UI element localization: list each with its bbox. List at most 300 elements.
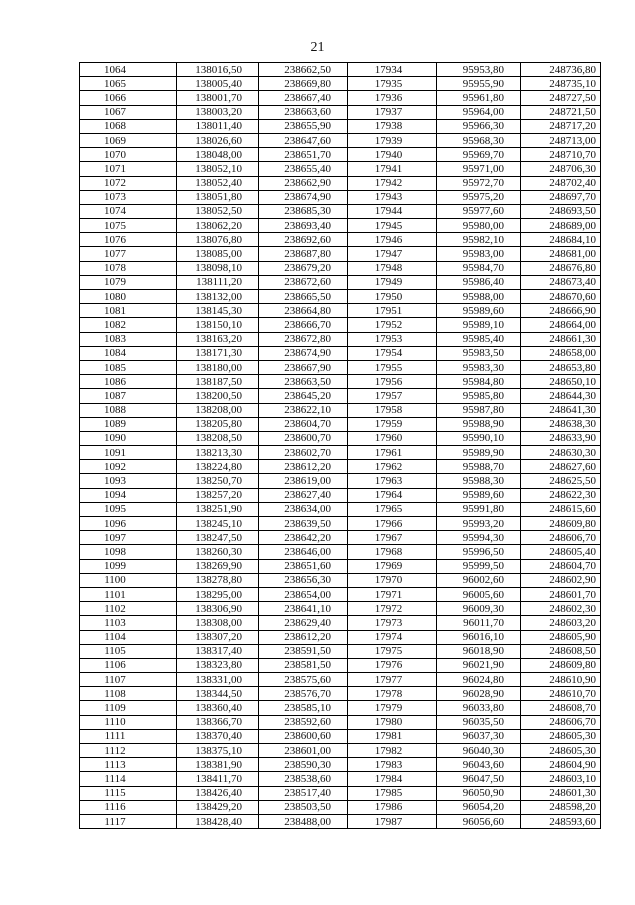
point-number-cell: 17938 xyxy=(348,119,437,133)
point-number-cell: 17943 xyxy=(348,190,437,204)
y-coordinate-cell: 248608,70 xyxy=(521,701,601,715)
x-coordinate-cell: 138257,20 xyxy=(177,488,259,502)
point-number-cell: 1112 xyxy=(80,744,177,758)
y-coordinate-cell: 248602,90 xyxy=(521,573,601,587)
point-number-cell: 1109 xyxy=(80,701,177,715)
y-coordinate-cell: 248693,50 xyxy=(521,204,601,218)
point-number-cell: 1072 xyxy=(80,176,177,190)
x-coordinate-cell: 95988,00 xyxy=(437,290,521,304)
x-coordinate-cell: 96043,60 xyxy=(437,758,521,772)
point-number-cell: 1094 xyxy=(80,488,177,502)
table-row xyxy=(80,488,601,502)
x-coordinate-cell: 138205,80 xyxy=(177,417,259,431)
point-number-cell: 17956 xyxy=(348,375,437,389)
table-row xyxy=(80,204,601,218)
x-coordinate-cell: 138052,40 xyxy=(177,176,259,190)
table-row xyxy=(80,233,601,247)
point-number-cell: 1116 xyxy=(80,800,177,814)
y-coordinate-cell: 248666,90 xyxy=(521,304,601,318)
y-coordinate-cell: 238679,20 xyxy=(259,261,348,275)
table-row xyxy=(80,460,601,474)
x-coordinate-cell: 95953,80 xyxy=(437,63,521,77)
y-coordinate-cell: 238612,20 xyxy=(259,460,348,474)
table-row xyxy=(80,800,601,814)
x-coordinate-cell: 96024,80 xyxy=(437,673,521,687)
y-coordinate-cell: 248721,50 xyxy=(521,105,601,119)
x-coordinate-cell: 138171,30 xyxy=(177,346,259,360)
point-number-cell: 1097 xyxy=(80,531,177,545)
point-number-cell: 17972 xyxy=(348,602,437,616)
y-coordinate-cell: 248593,60 xyxy=(521,814,601,828)
point-number-cell: 1071 xyxy=(80,162,177,176)
y-coordinate-cell: 238651,60 xyxy=(259,559,348,573)
table-row xyxy=(80,587,601,601)
x-coordinate-cell: 96040,30 xyxy=(437,744,521,758)
coordinates-table-body xyxy=(80,63,601,829)
point-number-cell: 17954 xyxy=(348,346,437,360)
table-row xyxy=(80,446,601,460)
x-coordinate-cell: 95985,40 xyxy=(437,332,521,346)
table-row xyxy=(80,531,601,545)
y-coordinate-cell: 248681,00 xyxy=(521,247,601,261)
table-row xyxy=(80,630,601,644)
point-number-cell: 17979 xyxy=(348,701,437,715)
x-coordinate-cell: 95984,80 xyxy=(437,375,521,389)
x-coordinate-cell: 95989,60 xyxy=(437,304,521,318)
table-row xyxy=(80,318,601,332)
coordinates-table xyxy=(79,62,601,829)
point-number-cell: 17966 xyxy=(348,517,437,531)
point-number-cell: 1088 xyxy=(80,403,177,417)
y-coordinate-cell: 238629,40 xyxy=(259,616,348,630)
y-coordinate-cell: 248602,30 xyxy=(521,602,601,616)
table-row xyxy=(80,517,601,531)
table-row xyxy=(80,77,601,91)
x-coordinate-cell: 95977,60 xyxy=(437,204,521,218)
point-number-cell: 1113 xyxy=(80,758,177,772)
y-coordinate-cell: 248664,00 xyxy=(521,318,601,332)
point-number-cell: 1090 xyxy=(80,431,177,445)
y-coordinate-cell: 248735,10 xyxy=(521,77,601,91)
y-coordinate-cell: 248610,70 xyxy=(521,687,601,701)
point-number-cell: 1105 xyxy=(80,644,177,658)
y-coordinate-cell: 238663,60 xyxy=(259,105,348,119)
x-coordinate-cell: 96005,60 xyxy=(437,587,521,601)
point-number-cell: 1089 xyxy=(80,417,177,431)
table-row xyxy=(80,687,601,701)
point-number-cell: 1066 xyxy=(80,91,177,105)
y-coordinate-cell: 248603,10 xyxy=(521,772,601,786)
x-coordinate-cell: 138317,40 xyxy=(177,644,259,658)
x-coordinate-cell: 95994,30 xyxy=(437,531,521,545)
point-number-cell: 17973 xyxy=(348,616,437,630)
table-row xyxy=(80,162,601,176)
point-number-cell: 17976 xyxy=(348,658,437,672)
point-number-cell: 1074 xyxy=(80,204,177,218)
point-number-cell: 1067 xyxy=(80,105,177,119)
point-number-cell: 17963 xyxy=(348,474,437,488)
point-number-cell: 17964 xyxy=(348,488,437,502)
x-coordinate-cell: 138187,50 xyxy=(177,375,259,389)
table-row xyxy=(80,772,601,786)
table-row xyxy=(80,729,601,743)
y-coordinate-cell: 248644,30 xyxy=(521,389,601,403)
x-coordinate-cell: 138051,80 xyxy=(177,190,259,204)
point-number-cell: 17949 xyxy=(348,275,437,289)
table-row xyxy=(80,644,601,658)
x-coordinate-cell: 95955,90 xyxy=(437,77,521,91)
x-coordinate-cell: 138052,50 xyxy=(177,204,259,218)
x-coordinate-cell: 138213,30 xyxy=(177,446,259,460)
x-coordinate-cell: 96021,90 xyxy=(437,658,521,672)
x-coordinate-cell: 95961,80 xyxy=(437,91,521,105)
y-coordinate-cell: 248604,70 xyxy=(521,559,601,573)
point-number-cell: 1083 xyxy=(80,332,177,346)
point-number-cell: 1098 xyxy=(80,545,177,559)
y-coordinate-cell: 238517,40 xyxy=(259,786,348,800)
table-row xyxy=(80,545,601,559)
table-row xyxy=(80,148,601,162)
table-row xyxy=(80,431,601,445)
table-row xyxy=(80,219,601,233)
y-coordinate-cell: 238662,50 xyxy=(259,63,348,77)
point-number-cell: 1110 xyxy=(80,715,177,729)
y-coordinate-cell: 238604,70 xyxy=(259,417,348,431)
x-coordinate-cell: 95971,00 xyxy=(437,162,521,176)
y-coordinate-cell: 248608,50 xyxy=(521,644,601,658)
x-coordinate-cell: 138098,10 xyxy=(177,261,259,275)
point-number-cell: 1102 xyxy=(80,602,177,616)
x-coordinate-cell: 138111,20 xyxy=(177,275,259,289)
table-row xyxy=(80,701,601,715)
x-coordinate-cell: 138011,40 xyxy=(177,119,259,133)
x-coordinate-cell: 96047,50 xyxy=(437,772,521,786)
page-number: 21 xyxy=(310,40,325,55)
x-coordinate-cell: 95964,00 xyxy=(437,105,521,119)
x-coordinate-cell: 138428,40 xyxy=(177,814,259,828)
table-row xyxy=(80,573,601,587)
point-number-cell: 17962 xyxy=(348,460,437,474)
point-number-cell: 1073 xyxy=(80,190,177,204)
table-row xyxy=(80,715,601,729)
table-row xyxy=(80,275,601,289)
point-number-cell: 1070 xyxy=(80,148,177,162)
y-coordinate-cell: 248610,90 xyxy=(521,673,601,687)
x-coordinate-cell: 138052,10 xyxy=(177,162,259,176)
point-number-cell: 1064 xyxy=(80,63,177,77)
y-coordinate-cell: 238665,50 xyxy=(259,290,348,304)
x-coordinate-cell: 138208,50 xyxy=(177,431,259,445)
point-number-cell: 17959 xyxy=(348,417,437,431)
table-row xyxy=(80,417,601,431)
x-coordinate-cell: 95993,20 xyxy=(437,517,521,531)
table-row xyxy=(80,758,601,772)
x-coordinate-cell: 138163,20 xyxy=(177,332,259,346)
table-row xyxy=(80,63,601,77)
x-coordinate-cell: 95999,50 xyxy=(437,559,521,573)
point-number-cell: 1093 xyxy=(80,474,177,488)
point-number-cell: 17957 xyxy=(348,389,437,403)
y-coordinate-cell: 248702,40 xyxy=(521,176,601,190)
point-number-cell: 17941 xyxy=(348,162,437,176)
y-coordinate-cell: 238674,90 xyxy=(259,190,348,204)
x-coordinate-cell: 95982,10 xyxy=(437,233,521,247)
point-number-cell: 17984 xyxy=(348,772,437,786)
y-coordinate-cell: 248710,70 xyxy=(521,148,601,162)
x-coordinate-cell: 96050,90 xyxy=(437,786,521,800)
x-coordinate-cell: 138360,40 xyxy=(177,701,259,715)
point-number-cell: 1087 xyxy=(80,389,177,403)
y-coordinate-cell: 238666,70 xyxy=(259,318,348,332)
x-coordinate-cell: 138250,70 xyxy=(177,474,259,488)
x-coordinate-cell: 138150,10 xyxy=(177,318,259,332)
x-coordinate-cell: 95988,30 xyxy=(437,474,521,488)
x-coordinate-cell: 95988,70 xyxy=(437,460,521,474)
point-number-cell: 17955 xyxy=(348,360,437,374)
table-row xyxy=(80,346,601,360)
x-coordinate-cell: 138308,00 xyxy=(177,616,259,630)
x-coordinate-cell: 138429,20 xyxy=(177,800,259,814)
point-number-cell: 17983 xyxy=(348,758,437,772)
x-coordinate-cell: 138247,50 xyxy=(177,531,259,545)
point-number-cell: 17936 xyxy=(348,91,437,105)
y-coordinate-cell: 238600,70 xyxy=(259,431,348,445)
y-coordinate-cell: 248727,50 xyxy=(521,91,601,105)
y-coordinate-cell: 238641,10 xyxy=(259,602,348,616)
x-coordinate-cell: 96009,30 xyxy=(437,602,521,616)
point-number-cell: 1111 xyxy=(80,729,177,743)
x-coordinate-cell: 138062,20 xyxy=(177,219,259,233)
y-coordinate-cell: 248630,30 xyxy=(521,446,601,460)
y-coordinate-cell: 248697,70 xyxy=(521,190,601,204)
table-row xyxy=(80,133,601,147)
table-row xyxy=(80,261,601,275)
point-number-cell: 17967 xyxy=(348,531,437,545)
x-coordinate-cell: 95989,60 xyxy=(437,488,521,502)
x-coordinate-cell: 138200,50 xyxy=(177,389,259,403)
y-coordinate-cell: 248605,90 xyxy=(521,630,601,644)
point-number-cell: 17945 xyxy=(348,219,437,233)
y-coordinate-cell: 238672,80 xyxy=(259,332,348,346)
y-coordinate-cell: 238667,90 xyxy=(259,360,348,374)
point-number-cell: 17985 xyxy=(348,786,437,800)
y-coordinate-cell: 238538,60 xyxy=(259,772,348,786)
point-number-cell: 1092 xyxy=(80,460,177,474)
y-coordinate-cell: 238667,40 xyxy=(259,91,348,105)
y-coordinate-cell: 238685,30 xyxy=(259,204,348,218)
table-row xyxy=(80,744,601,758)
y-coordinate-cell: 248598,20 xyxy=(521,800,601,814)
y-coordinate-cell: 248633,90 xyxy=(521,431,601,445)
point-number-cell: 17978 xyxy=(348,687,437,701)
y-coordinate-cell: 248717,20 xyxy=(521,119,601,133)
x-coordinate-cell: 138132,00 xyxy=(177,290,259,304)
y-coordinate-cell: 248606,70 xyxy=(521,531,601,545)
point-number-cell: 1107 xyxy=(80,673,177,687)
y-coordinate-cell: 248605,30 xyxy=(521,744,601,758)
x-coordinate-cell: 95984,70 xyxy=(437,261,521,275)
y-coordinate-cell: 248601,70 xyxy=(521,587,601,601)
table-row xyxy=(80,375,601,389)
y-coordinate-cell: 248605,30 xyxy=(521,729,601,743)
table-row xyxy=(80,119,601,133)
y-coordinate-cell: 238672,60 xyxy=(259,275,348,289)
point-number-cell: 1086 xyxy=(80,375,177,389)
y-coordinate-cell: 238585,10 xyxy=(259,701,348,715)
y-coordinate-cell: 238651,70 xyxy=(259,148,348,162)
point-number-cell: 17969 xyxy=(348,559,437,573)
y-coordinate-cell: 238654,00 xyxy=(259,587,348,601)
point-number-cell: 17934 xyxy=(348,63,437,77)
x-coordinate-cell: 138048,00 xyxy=(177,148,259,162)
y-coordinate-cell: 248615,60 xyxy=(521,502,601,516)
x-coordinate-cell: 96054,20 xyxy=(437,800,521,814)
point-number-cell: 17946 xyxy=(348,233,437,247)
table-row xyxy=(80,304,601,318)
point-number-cell: 1081 xyxy=(80,304,177,318)
y-coordinate-cell: 238664,80 xyxy=(259,304,348,318)
point-number-cell: 17952 xyxy=(348,318,437,332)
x-coordinate-cell: 138016,50 xyxy=(177,63,259,77)
y-coordinate-cell: 238488,00 xyxy=(259,814,348,828)
x-coordinate-cell: 138251,90 xyxy=(177,502,259,516)
y-coordinate-cell: 238612,20 xyxy=(259,630,348,644)
x-coordinate-cell: 96033,80 xyxy=(437,701,521,715)
table-row xyxy=(80,502,601,516)
x-coordinate-cell: 138180,00 xyxy=(177,360,259,374)
y-coordinate-cell: 238655,90 xyxy=(259,119,348,133)
x-coordinate-cell: 96018,90 xyxy=(437,644,521,658)
table-row xyxy=(80,403,601,417)
x-coordinate-cell: 138245,10 xyxy=(177,517,259,531)
y-coordinate-cell: 248603,20 xyxy=(521,616,601,630)
y-coordinate-cell: 238639,50 xyxy=(259,517,348,531)
x-coordinate-cell: 138001,70 xyxy=(177,91,259,105)
table-row xyxy=(80,290,601,304)
point-number-cell: 1095 xyxy=(80,502,177,516)
y-coordinate-cell: 248658,00 xyxy=(521,346,601,360)
point-number-cell: 1082 xyxy=(80,318,177,332)
y-coordinate-cell: 238601,00 xyxy=(259,744,348,758)
y-coordinate-cell: 238669,80 xyxy=(259,77,348,91)
x-coordinate-cell: 95989,90 xyxy=(437,446,521,460)
y-coordinate-cell: 238656,30 xyxy=(259,573,348,587)
x-coordinate-cell: 95989,10 xyxy=(437,318,521,332)
point-number-cell: 1091 xyxy=(80,446,177,460)
x-coordinate-cell: 95969,70 xyxy=(437,148,521,162)
x-coordinate-cell: 138026,60 xyxy=(177,133,259,147)
point-number-cell: 17987 xyxy=(348,814,437,828)
point-number-cell: 1084 xyxy=(80,346,177,360)
y-coordinate-cell: 238647,60 xyxy=(259,133,348,147)
y-coordinate-cell: 238503,50 xyxy=(259,800,348,814)
point-number-cell: 1115 xyxy=(80,786,177,800)
y-coordinate-cell: 248641,30 xyxy=(521,403,601,417)
y-coordinate-cell: 248706,30 xyxy=(521,162,601,176)
y-coordinate-cell: 238693,40 xyxy=(259,219,348,233)
y-coordinate-cell: 248673,40 xyxy=(521,275,601,289)
point-number-cell: 17942 xyxy=(348,176,437,190)
x-coordinate-cell: 138076,80 xyxy=(177,233,259,247)
point-number-cell: 17951 xyxy=(348,304,437,318)
x-coordinate-cell: 138307,20 xyxy=(177,630,259,644)
x-coordinate-cell: 95972,70 xyxy=(437,176,521,190)
point-number-cell: 1076 xyxy=(80,233,177,247)
point-number-cell: 1068 xyxy=(80,119,177,133)
y-coordinate-cell: 238591,50 xyxy=(259,644,348,658)
point-number-cell: 17986 xyxy=(348,800,437,814)
point-number-cell: 1104 xyxy=(80,630,177,644)
point-number-cell: 1096 xyxy=(80,517,177,531)
y-coordinate-cell: 248689,00 xyxy=(521,219,601,233)
x-coordinate-cell: 96002,60 xyxy=(437,573,521,587)
table-row xyxy=(80,673,601,687)
y-coordinate-cell: 248605,40 xyxy=(521,545,601,559)
point-number-cell: 17977 xyxy=(348,673,437,687)
point-number-cell: 17958 xyxy=(348,403,437,417)
x-coordinate-cell: 96016,10 xyxy=(437,630,521,644)
table-row xyxy=(80,616,601,630)
point-number-cell: 1099 xyxy=(80,559,177,573)
y-coordinate-cell: 238575,60 xyxy=(259,673,348,687)
y-coordinate-cell: 238663,50 xyxy=(259,375,348,389)
point-number-cell: 17937 xyxy=(348,105,437,119)
point-number-cell: 1069 xyxy=(80,133,177,147)
y-coordinate-cell: 238592,60 xyxy=(259,715,348,729)
x-coordinate-cell: 138426,40 xyxy=(177,786,259,800)
y-coordinate-cell: 248661,30 xyxy=(521,332,601,346)
point-number-cell: 1065 xyxy=(80,77,177,91)
point-number-cell: 1100 xyxy=(80,573,177,587)
y-coordinate-cell: 248670,60 xyxy=(521,290,601,304)
y-coordinate-cell: 238602,70 xyxy=(259,446,348,460)
y-coordinate-cell: 248713,00 xyxy=(521,133,601,147)
y-coordinate-cell: 238645,20 xyxy=(259,389,348,403)
point-number-cell: 17970 xyxy=(348,573,437,587)
y-coordinate-cell: 238590,30 xyxy=(259,758,348,772)
table-row xyxy=(80,474,601,488)
table-row xyxy=(80,247,601,261)
y-coordinate-cell: 238576,70 xyxy=(259,687,348,701)
x-coordinate-cell: 138145,30 xyxy=(177,304,259,318)
y-coordinate-cell: 238692,60 xyxy=(259,233,348,247)
y-coordinate-cell: 238634,00 xyxy=(259,502,348,516)
point-number-cell: 17971 xyxy=(348,587,437,601)
table-row xyxy=(80,559,601,573)
y-coordinate-cell: 238627,40 xyxy=(259,488,348,502)
x-coordinate-cell: 138366,70 xyxy=(177,715,259,729)
y-coordinate-cell: 238646,00 xyxy=(259,545,348,559)
point-number-cell: 1080 xyxy=(80,290,177,304)
x-coordinate-cell: 138260,30 xyxy=(177,545,259,559)
x-coordinate-cell: 138381,90 xyxy=(177,758,259,772)
point-number-cell: 1117 xyxy=(80,814,177,828)
x-coordinate-cell: 138269,90 xyxy=(177,559,259,573)
point-number-cell: 17981 xyxy=(348,729,437,743)
point-number-cell: 17974 xyxy=(348,630,437,644)
y-coordinate-cell: 248627,60 xyxy=(521,460,601,474)
point-number-cell: 17953 xyxy=(348,332,437,346)
y-coordinate-cell: 248650,10 xyxy=(521,375,601,389)
x-coordinate-cell: 138278,80 xyxy=(177,573,259,587)
point-number-cell: 17947 xyxy=(348,247,437,261)
x-coordinate-cell: 138295,00 xyxy=(177,587,259,601)
point-number-cell: 17940 xyxy=(348,148,437,162)
table-row xyxy=(80,190,601,204)
point-number-cell: 1075 xyxy=(80,219,177,233)
point-number-cell: 1085 xyxy=(80,360,177,374)
x-coordinate-cell: 138224,80 xyxy=(177,460,259,474)
